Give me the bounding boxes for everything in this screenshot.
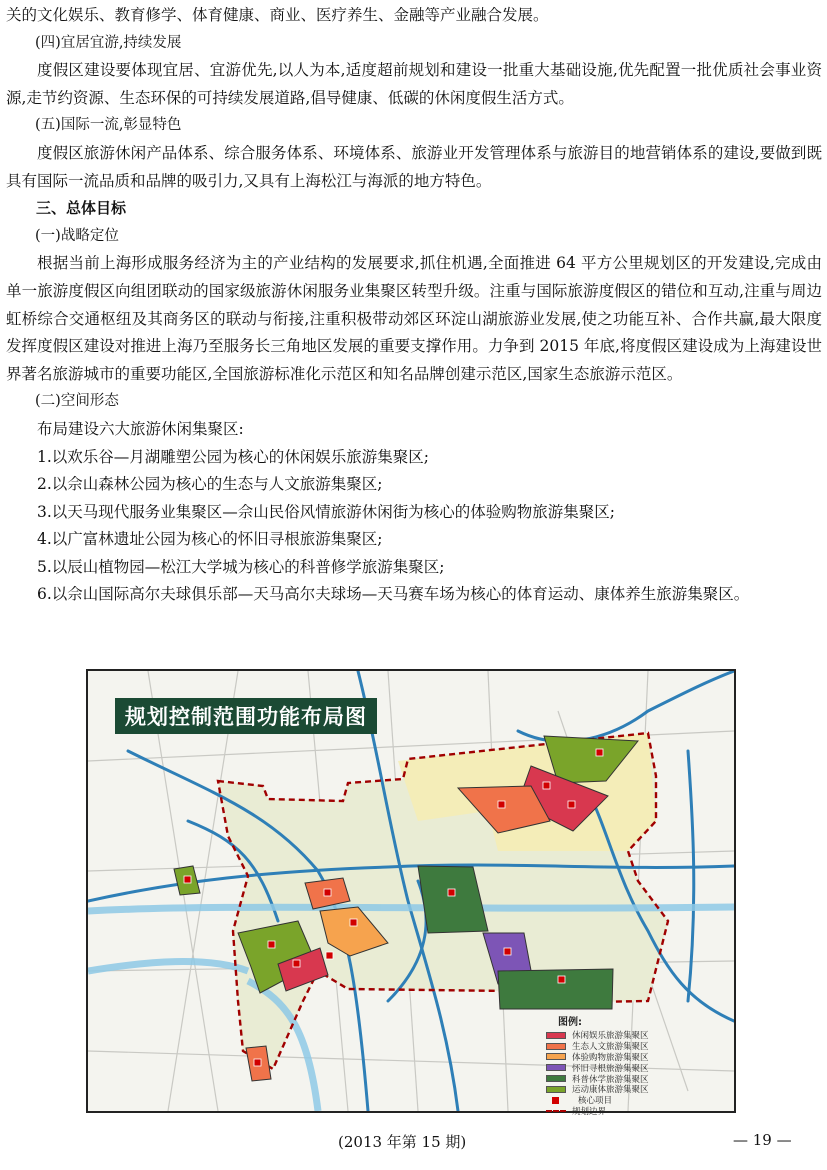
legend-label: 休闲娱乐旅游集聚区 xyxy=(572,1031,649,1042)
legend-label: 生态人文旅游集聚区 xyxy=(572,1042,649,1053)
legend-item xyxy=(546,1084,704,1095)
list-item-3: 3.以天马现代服务业集聚区—佘山民俗风情旅游休闲街为核心的体验购物旅游集聚区; xyxy=(37,502,616,521)
chapter-heading: 三、总体目标 xyxy=(36,199,127,218)
zone-science-south xyxy=(498,969,613,1009)
article-text xyxy=(6,2,822,609)
paragraph-5: 度假区旅游休闲产品体系、综合服务体系、环境体系、旅游业开发管理体系与旅游目的地营销体系的建设,要做到既具有国际一流品质和品牌的吸引力,又具有上海松江与海派的地方特色。 xyxy=(6,143,822,190)
section-heading-3-2: (二)空间形态 xyxy=(35,393,119,410)
legend-swatch xyxy=(546,1053,566,1060)
legend-label: 科普休学旅游集聚区 xyxy=(572,1074,649,1085)
legend-item xyxy=(546,1095,704,1106)
legend-swatch xyxy=(546,1086,566,1093)
legend-swatch xyxy=(546,1032,566,1039)
legend-label: 运动康体旅游集聚区 xyxy=(572,1085,649,1096)
list-item-1: 1.以欢乐谷—月湖雕塑公园为核心的休闲娱乐旅游集聚区; xyxy=(37,447,430,466)
legend-item xyxy=(546,1073,704,1084)
paragraph-3-1: 根据当前上海形成服务经济为主的产业结构的发展要求,抓住机遇,全面推进 64 平方公里规划区的开发建设,完成由单一旅游度假区向组团联动的国家级旅游休闲服务业集聚区转型升级。注重与国际旅游度假区的错位和互动,注重与周边虹桥综合交通枢纽及其商务区的联动与衔接,注重积极带动郊区环淀山湖旅游业发展,使之功能互补、合作共赢,最大限度发挥度假区建设对推进上海乃至服务长三角地区发展的重要支撑作用。力争到 2015 年底,将度假区建设成为上海建设世界著名旅游城市的重要功能区,全国旅游标准化示范区和知名品牌创建示范区,国家生态旅游示范区。 xyxy=(6,254,822,383)
core-marker-icon xyxy=(552,1097,559,1104)
legend-swatch xyxy=(546,1064,566,1071)
legend-item xyxy=(546,1062,704,1073)
map-title: 规划控制范围功能布局图 xyxy=(115,698,377,734)
list-item-4: 4.以广富林遗址公园为核心的怀旧寻根旅游集聚区; xyxy=(37,530,383,549)
legend-item xyxy=(546,1106,704,1117)
boundary-line-icon xyxy=(546,1110,566,1112)
legend-label: 体验购物旅游集聚区 xyxy=(572,1053,649,1063)
text-line-continuation: 关的文化娱乐、教育修学、体育健康、商业、医疗养生、金融等产业融合发展。 xyxy=(6,6,549,24)
map-legend xyxy=(546,1013,704,1116)
legend-title: 图例: xyxy=(558,1017,582,1028)
legend-item xyxy=(546,1041,704,1052)
legend-label: 规划边界 xyxy=(572,1106,607,1117)
paragraph-3-2: 布局建设六大旅游休闲集聚区: xyxy=(37,419,244,438)
issue-label: (2013 年第 15 期) xyxy=(338,1133,467,1151)
page-number: — 19 — xyxy=(733,1131,792,1149)
list-item-6: 6.以佘山国际高尔夫球俱乐部—天马高尔夫球场—天马赛车场为核心的体育运动、康体养生旅游集聚区。 xyxy=(37,585,750,604)
section-heading-3-1: (一)战略定位 xyxy=(35,227,119,244)
list-item-2: 2.以佘山森林公园为核心的生态与人文旅游集聚区; xyxy=(37,475,383,494)
section-heading-5: (五)国际一流,彰显特色 xyxy=(35,117,182,134)
legend-item xyxy=(546,1052,704,1063)
legend-swatch xyxy=(546,1075,566,1082)
paragraph-4: 度假区建设要体现宜居、宜游优先,以人为本,适度超前规划和建设一批重大基础设施,优先配置一批优质社会事业资源,走节约资源、生态环保的可持续发展道路,倡导健康、低碳的休闲度假生活方式。 xyxy=(6,61,822,107)
legend-item xyxy=(546,1030,704,1041)
legend-label: 怀旧寻根旅游集聚区 xyxy=(572,1063,649,1074)
legend-label: 核心项目 xyxy=(578,1096,613,1107)
function-layout-map xyxy=(86,669,736,1117)
legend-swatch xyxy=(546,1043,566,1050)
section-heading-4: (四)宜居宜游,持续发展 xyxy=(35,34,182,51)
list-item-5: 5.以辰山植物园—松江大学城为核心的科普修学旅游集聚区; xyxy=(37,557,445,576)
